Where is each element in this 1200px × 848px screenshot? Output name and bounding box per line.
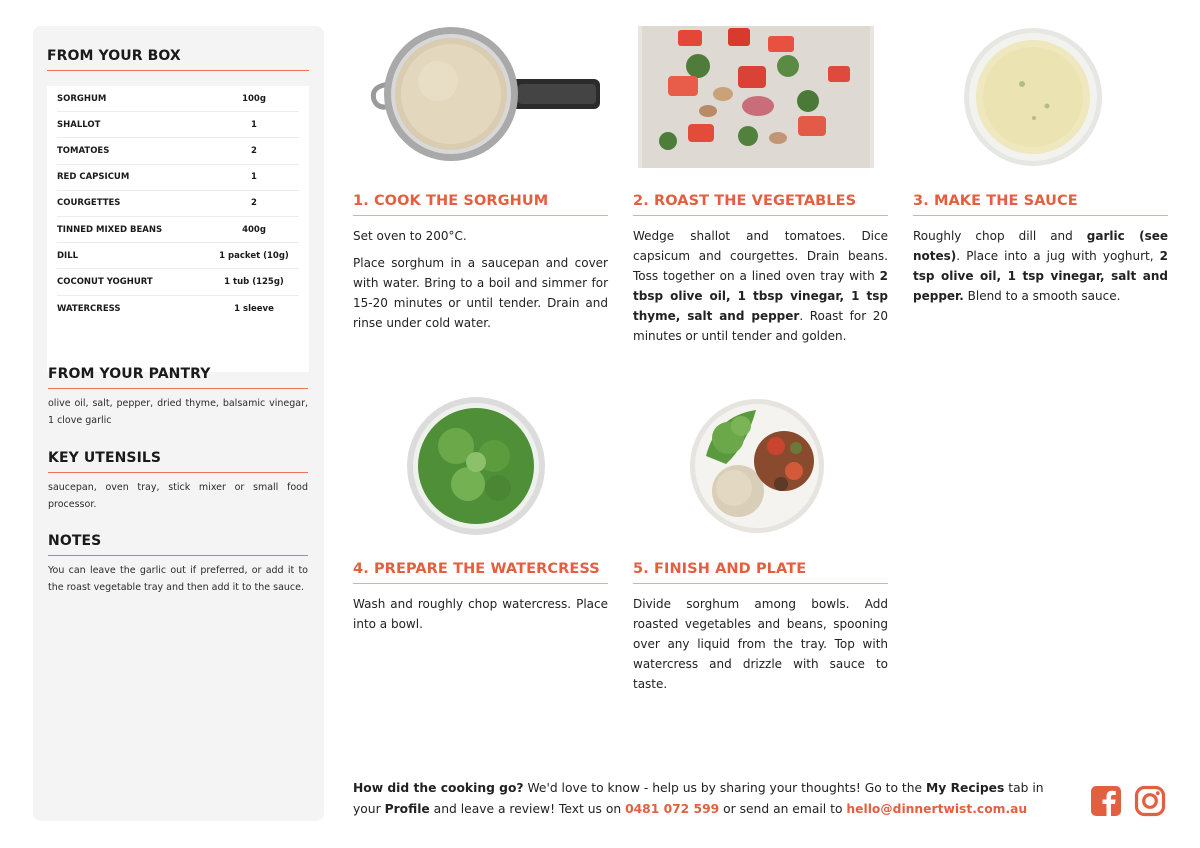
step-3-t2: . Place into a jug with yoghurt, [956,249,1160,263]
ingredient-qty: 1 [251,172,257,183]
footer-t1: We'd love to know - help us by sharing your thoughts! Go to the [523,781,927,795]
table-row [57,112,299,138]
table-row [57,165,299,191]
step-3-b2: 2 tsp olive oil, 1 tsp vinegar, salt and pepper. [913,249,1168,303]
footer-question: How did the cooking go? [353,781,524,795]
footer-feedback [353,778,1073,820]
table-row [57,269,299,295]
utensils-text: saucepan, oven tray, stick mixer or small food processor. [48,482,308,510]
ingredient-qty: 2 [251,198,257,209]
ingredient-name: SORGHUM [57,93,107,104]
ingredient-name: RED CAPSICUM [57,172,130,183]
footer-t3: and leave a review! Text us on [429,802,626,816]
footer-t2: tab in your [353,781,1044,816]
notes-section [48,533,308,596]
table-row [57,86,299,112]
step-5-text [633,594,888,694]
step-5-p1: Divide sorghum among bowls. Add roasted vegetables and beans, spooning over any liquid from the tray. Top with watercress and drizzle with sauce to taste. [633,597,888,691]
step-2-b1: 2 tbsp olive oil, 1 tbsp vinegar, 1 tsp thyme, salt and pepper [633,269,888,323]
step-3 [913,193,1168,306]
step-1-p2: Place sorghum in a saucepan and cover with water. Bring to a boil and simmer for 15-20 minutes or until tender. Drain and rinse under cold water. [353,256,608,330]
ingredient-qty: 400g [242,224,266,235]
ingredient-qty: 1 tub (125g) [224,276,284,287]
sorghum-saucepan-image [368,26,600,168]
ingredient-qty: 1 [251,119,257,130]
pantry-section [48,366,308,429]
roast-vegetables-image [638,26,874,168]
notes-title: NOTES [48,533,308,556]
step-4-title: 4. PREPARE THE WATERCRESS [353,561,608,584]
ingredient-qty: 1 packet (10g) [219,250,289,261]
ingredient-name: COCONUT YOGHURT [57,276,153,287]
step-1-title: 1. COOK THE SORGHUM [353,193,608,216]
step-5-title: 5. FINISH AND PLATE [633,561,888,584]
step-4-text [353,594,608,634]
step-2-text [633,226,888,346]
email-link[interactable]: hello@dinnertwist.com.au [846,802,1028,816]
utensils-section [48,450,308,513]
step-1-p1: Set oven to 200°C. [353,229,467,243]
watercress-bowl-image [406,396,546,536]
table-row [57,243,299,269]
my-recipes-label: My Recipes [926,781,1005,795]
step-2-title: 2. ROAST THE VEGETABLES [633,193,888,216]
sauce-jug-image [962,26,1104,168]
instagram-icon[interactable] [1134,785,1166,817]
step-3-b1: garlic (see notes) [913,229,1168,263]
step-5 [633,561,888,694]
ingredient-name: TOMATOES [57,145,110,156]
ingredient-name: DILL [57,250,79,261]
facebook-icon[interactable] [1090,785,1122,817]
step-3-t3: Blend to a smooth sauce. [963,289,1121,303]
step-2-t2: . Roast for 20 minutes or until tender and golden. [633,309,889,343]
step-3-text [913,226,1168,306]
finished-plate-image [686,396,828,536]
footer-t4: or send an email to [719,802,847,816]
ingredient-name: SHALLOT [57,119,101,130]
table-row [57,138,299,164]
ingredient-name: WATERCRESS [57,303,121,314]
step-1 [353,193,608,333]
from-your-box-title: FROM YOUR BOX [47,48,309,71]
ingredient-qty: 2 [251,145,257,156]
ingredient-qty: 100g [242,93,266,104]
step-2 [633,193,888,346]
step-3-title: 3. MAKE THE SAUCE [913,193,1168,216]
notes-text: You can leave the garlic out if preferred, or add it to the roast vegetable tray and then add it to the sauce. [48,565,308,593]
ingredients-table [47,86,309,372]
step-1-text [353,226,608,333]
step-4-p1: Wash and roughly chop watercress. Place into a bowl. [353,597,608,631]
ingredient-name: COURGETTES [57,198,121,209]
table-row [57,191,299,217]
step-4 [353,561,608,634]
table-row [57,296,299,322]
step-3-t1: Roughly chop dill and [913,229,1087,243]
pantry-title: FROM YOUR PANTRY [48,366,308,389]
ingredient-qty: 1 sleeve [234,303,274,314]
pantry-text: olive oil, salt, pepper, dried thyme, balsamic vinegar, 1 clove garlic [48,398,308,426]
table-row [57,217,299,243]
phone-link[interactable]: 0481 072 599 [625,802,720,816]
profile-label: Profile [384,802,430,816]
step-2-t1: Wedge shallot and tomatoes. Dice capsicum and courgettes. Drain beans. Toss together on a lined oven tray with [633,229,888,283]
utensils-title: KEY UTENSILS [48,450,308,473]
ingredient-name: TINNED MIXED BEANS [57,224,163,235]
sidebar [33,26,324,821]
